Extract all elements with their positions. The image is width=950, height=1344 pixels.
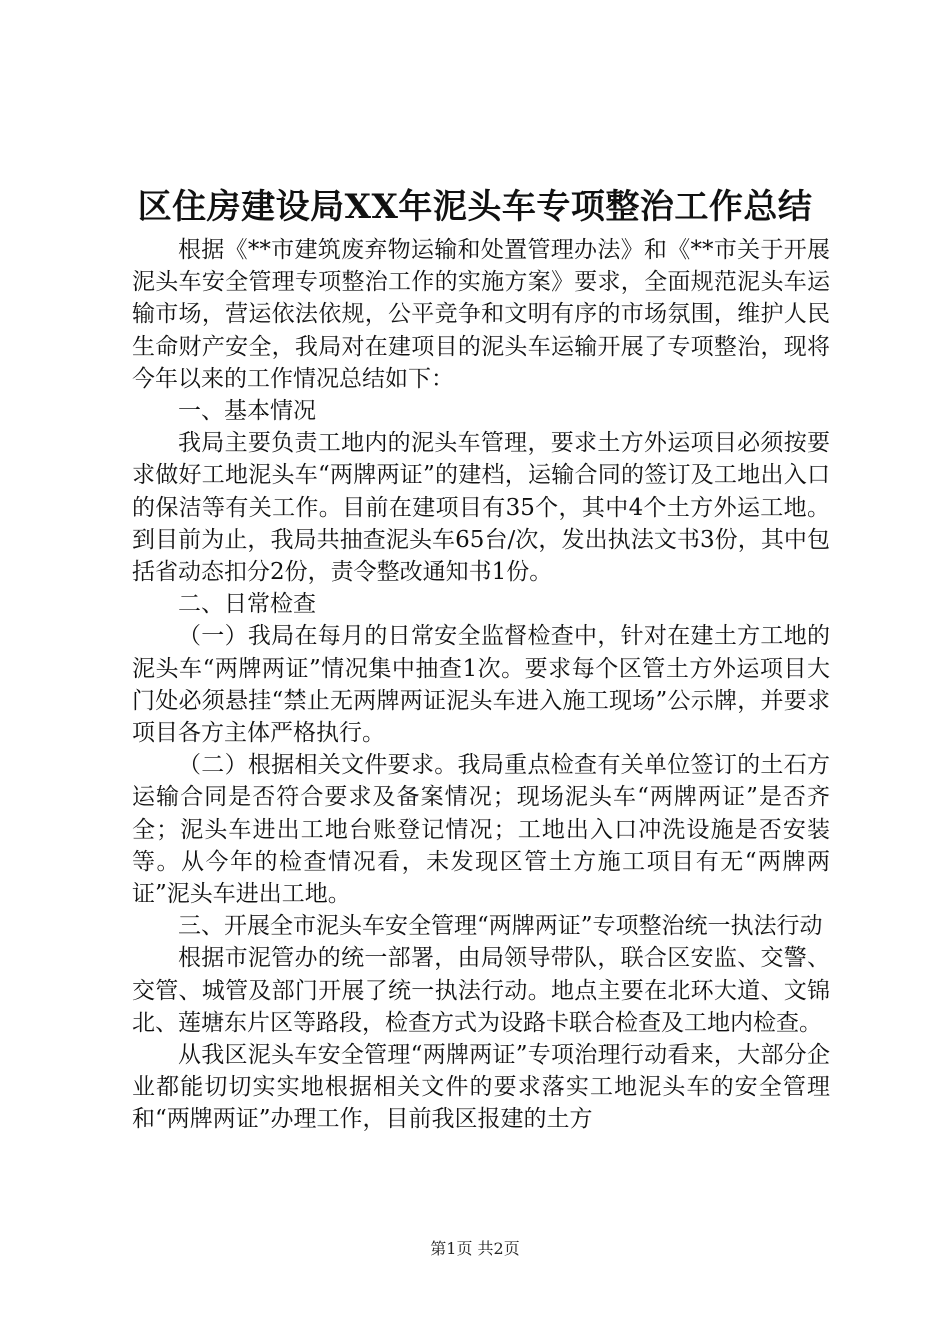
body-paragraph: 我局主要负责工地内的泥头车管理，要求土方外运项目必须按要求做好工地泥头车“两牌两证”的建档，运输合同的签订及工地出入口的保洁等有关工作。目前在建项目有35个，其中4个土方外运工地。到目前为止，我局共抽查泥头车65台/次，发出执法文书3份，其中包括省动态扣分2份，责令整改通知书1份。 bbox=[132, 430, 830, 586]
page-footer: 第1页 共2页 bbox=[430, 1239, 520, 1258]
section-heading: 二、日常检查 bbox=[178, 591, 316, 618]
document-title: 区住房建设局XX年泥头车专项整治工作总结 bbox=[137, 187, 813, 227]
body-paragraph: 从我区泥头车安全管理“两牌两证”专项治理行动看来，大部分企业都能切切实实地根据相关文件的要求落实工地泥头车的安全管理和“两牌两证”办理工作，目前我区报建的土方 bbox=[132, 1042, 830, 1133]
document-body bbox=[132, 234, 830, 1136]
body-paragraph: （二）根据相关文件要求。我局重点检查有关单位签订的土石方运输合同是否符合要求及备案情况；现场泥头车“两牌两证”是否齐全；泥头车进出工地台账登记情况；工地出入口冲洗设施是否安装等。从今年的检查情况看，未发现区管土方施工项目有无“两牌两证”泥头车进出工地。 bbox=[132, 752, 830, 908]
section-heading: 一、基本情况 bbox=[178, 398, 316, 425]
body-paragraph: （一）我局在每月的日常安全监督检查中，针对在建土方工地的泥头车“两牌两证”情况集中抽查1次。要求每个区管土方外运项目大门处必须悬挂“禁止无两牌两证泥头车进入施工现场”公示牌，并要求项目各方主体严格执行。 bbox=[132, 623, 830, 747]
body-paragraph: 根据《**市建筑废弃物运输和处置管理办法》和《**市关于开展泥头车安全管理专项整治工作的实施方案》要求，全面规范泥头车运输市场，营运依法依规，公平竞争和文明有序的市场氛围，维护人民生命财产安全，我局对在建项目的泥头车运输开展了专项整治，现将今年以来的工作情况总结如下： bbox=[132, 237, 830, 392]
section-heading: 三、开展全市泥头车安全管理“两牌两证”专项整治统一执法行动 bbox=[178, 913, 823, 940]
body-paragraph: 根据市泥管办的统一部署，由局领导带队，联合区安监、交警、交管、城管及部门开展了统一执法行动。地点主要在北环大道、文锦北、莲塘东片区等路段，检查方式为设路卡联合检查及工地内检查。 bbox=[132, 945, 830, 1036]
